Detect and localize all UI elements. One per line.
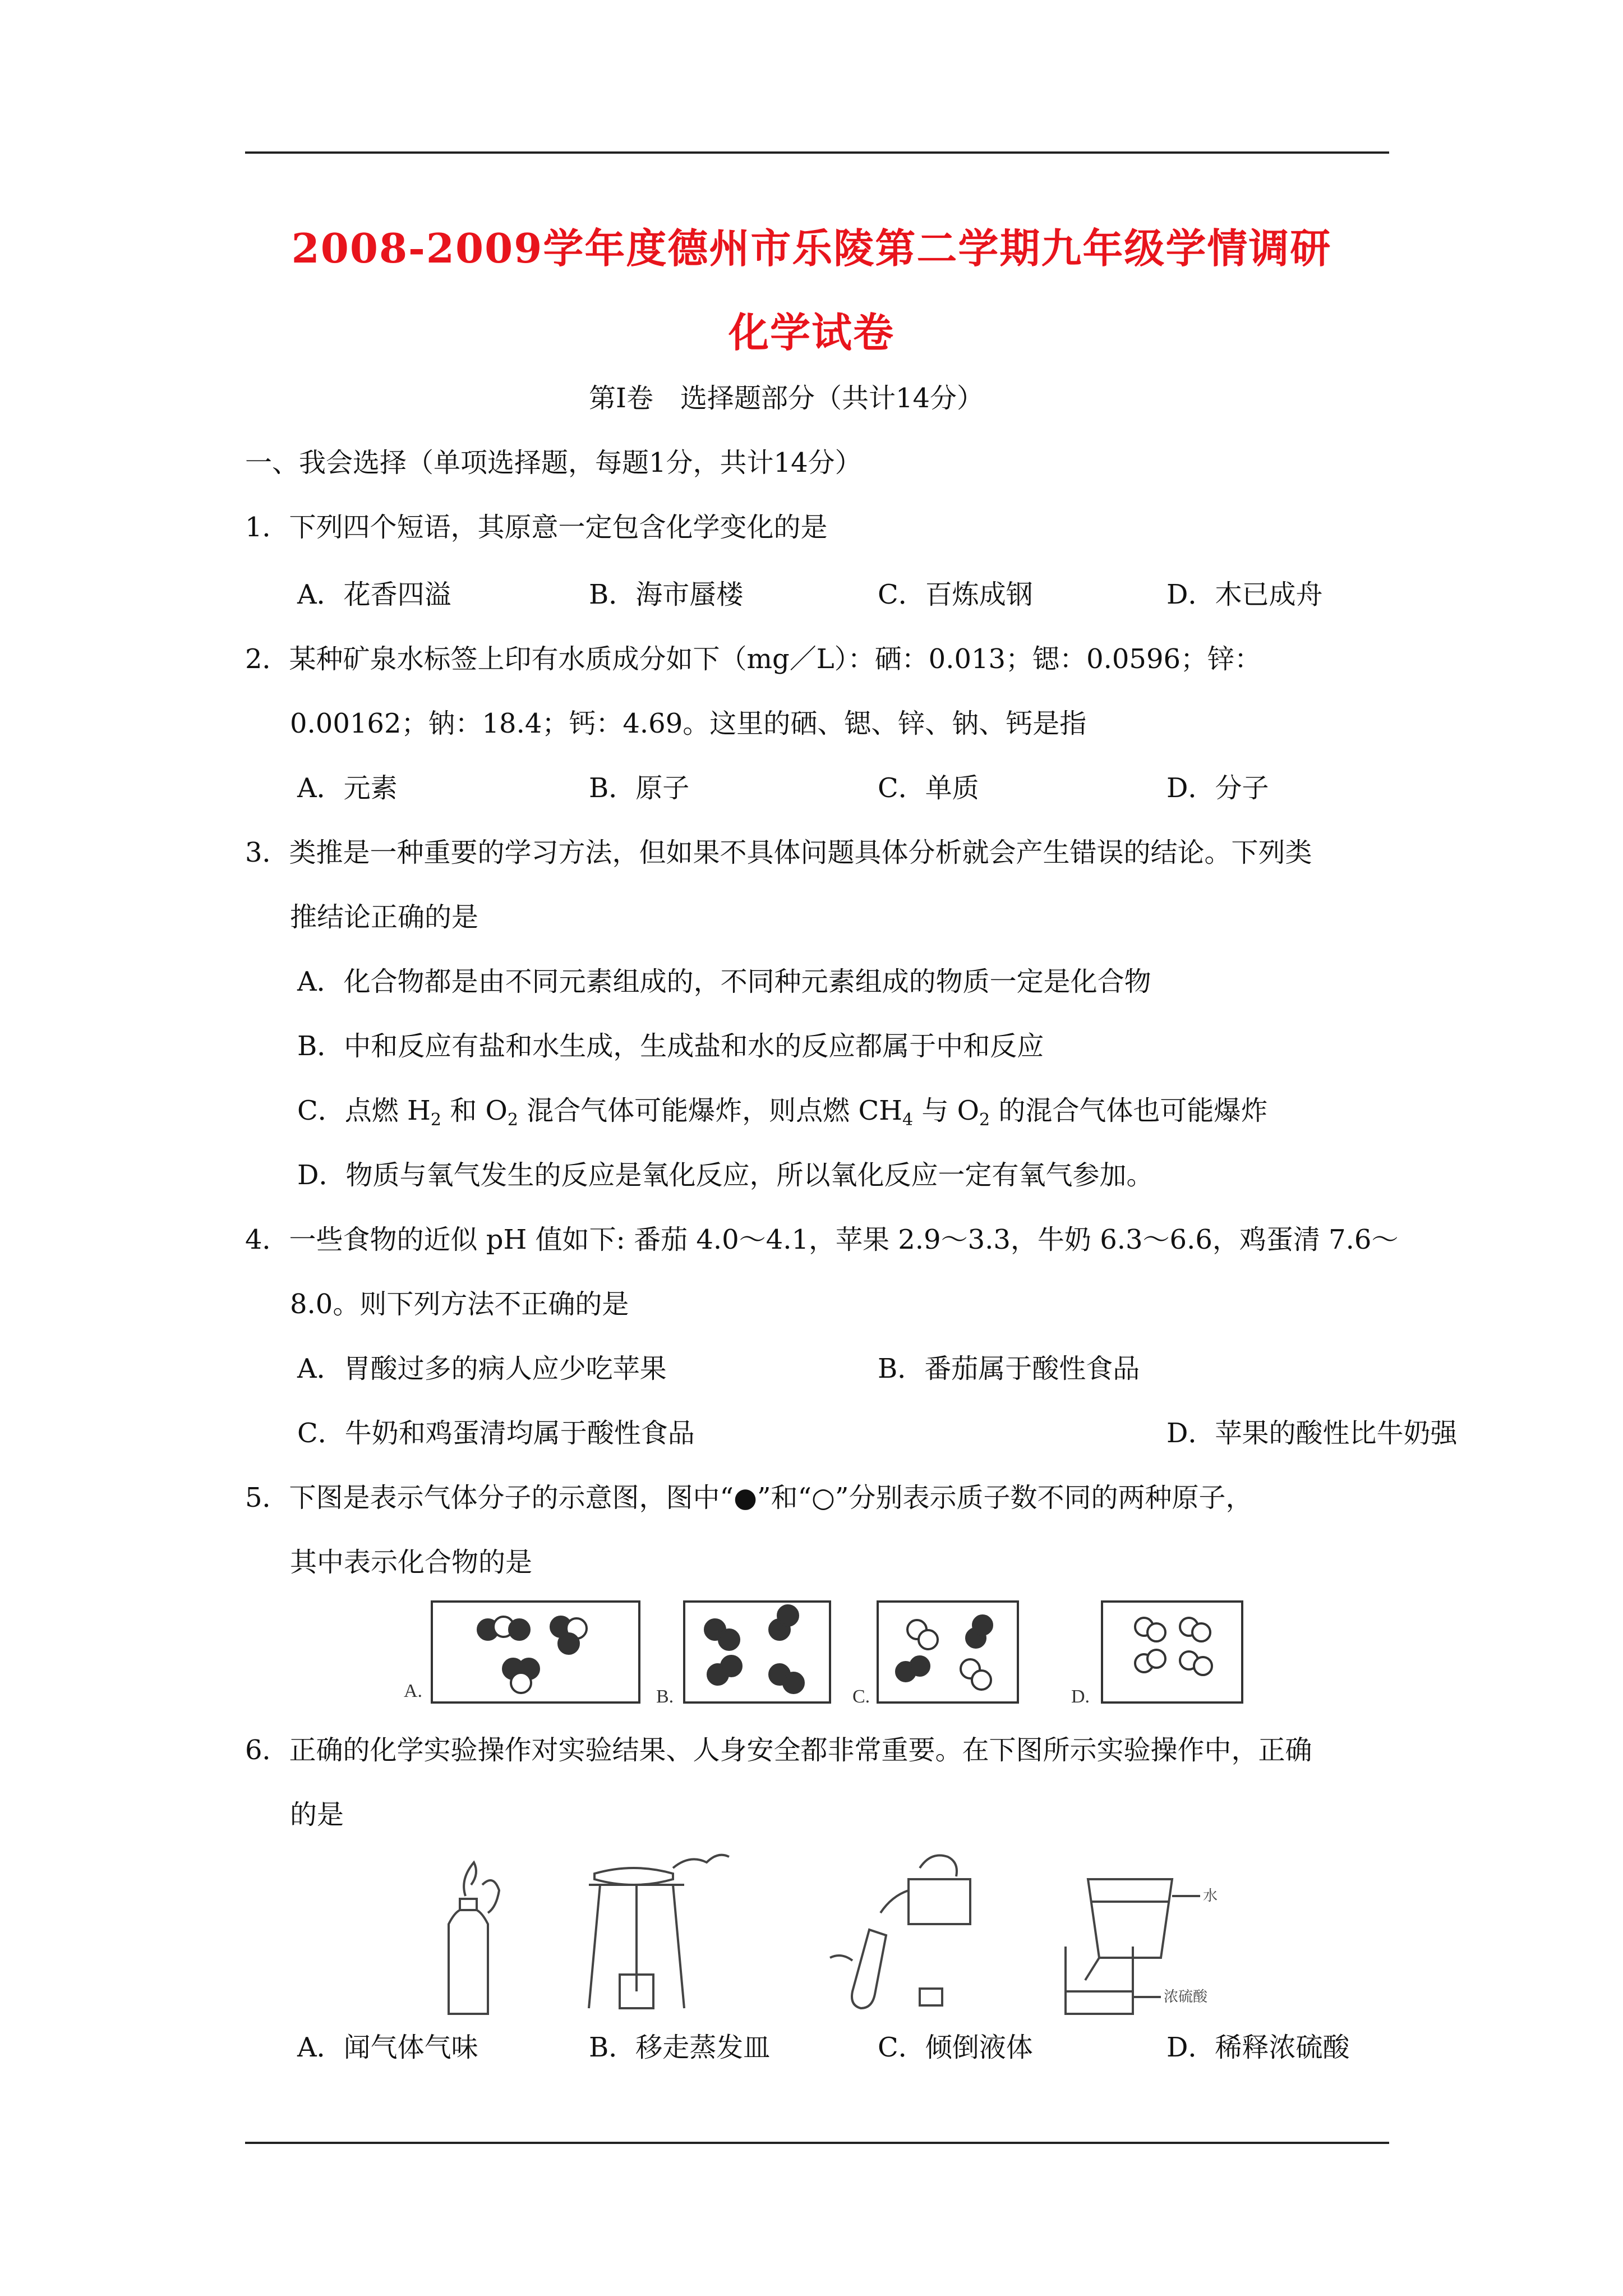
molecule-label-c: C.: [852, 1686, 870, 1707]
question-4-stem-line-1: 4．一些食物的近似 pH 值如下: 番茄 4.0～4.1，苹果 2.9～3.3，牛奶 6.3～6.6，鸡蛋清 7.6～: [245, 1224, 1399, 1255]
lab-operations-diagram: [426, 1846, 1279, 2025]
question-6-option-c: C．倾倒液体: [878, 2032, 1033, 2063]
question-4-option-d: D．苹果的酸性比牛奶强: [1166, 1418, 1458, 1449]
question-3-stem-line-1: 3．类推是一种重要的学习方法，但如果不具体问题具体分析就会产生错误的结论。下列类: [245, 837, 1312, 868]
question-2-stem-line-1: 2．某种矿泉水标签上印有水质成分如下（mg／L）：硒：0.013；锶：0.0596；锌：: [245, 643, 1262, 675]
question-2-option-b: B．原子: [589, 772, 690, 804]
question-3-option-d: D．物质与氧气发生的反应是氧化反应，所以氧化反应一定有氧气参加。: [297, 1159, 1154, 1191]
page-subtitle: 化学试卷: [728, 309, 895, 356]
question-4-stem-line-2: 8.0。则下列方法不正确的是: [290, 1289, 629, 1320]
question-6-stem-line-1: 6．正确的化学实验操作对实验结果、人身安全都非常重要。在下图所示实验操作中，正确: [245, 1734, 1312, 1766]
question-4-option-a: A．胃酸过多的病人应少吃苹果: [297, 1353, 667, 1384]
question-2-stem-line-2: 0.00162；钠：18.4；钙：4.69。这里的硒、锶、锌、钠、钙是指: [290, 708, 1087, 739]
question-5-stem-line-2: 其中表示化合物的是: [290, 1547, 533, 1578]
molecule-label-a: A.: [404, 1681, 423, 1701]
question-3-option-c: C．点燃 $H_2$ 和 $O_2$ 混合气体可能爆炸，则点燃 $CH_4$ 与 $O_2$ 的混合气体也可能爆炸: [297, 1095, 1268, 1130]
bottom-rule: [245, 2142, 1389, 2144]
question-3-stem-line-2: 推结论正确的是: [290, 901, 479, 933]
question-2-option-d: D．分子: [1166, 772, 1269, 804]
question-4-option-c: C．牛奶和鸡蛋清均属于酸性食品: [297, 1418, 695, 1449]
page-title: 2008-2009学年度德州市乐陵第二学期九年级学情调研: [291, 224, 1332, 272]
question-1-option-b: B．海市蜃楼: [589, 579, 744, 610]
question-4-option-b: B．番茄属于酸性食品: [878, 1353, 1140, 1384]
section-title: 第Ⅰ卷 选择题部分（共计14分）: [589, 383, 984, 414]
molecule-label-b: B.: [656, 1686, 674, 1707]
question-6-option-a: A．闻气体气味: [297, 2032, 478, 2063]
label-water: 水: [1203, 1888, 1218, 1904]
question-5-stem-line-1: 5．下图是表示气体分子的示意图，图中“●”和“○”分别表示质子数不同的两种原子，: [245, 1482, 1253, 1513]
question-2-option-a: A．元素: [297, 772, 398, 804]
molecule-diagram: [393, 1596, 1492, 1708]
question-1-option-c: C．百炼成钢: [878, 579, 1033, 610]
molecule-label-d: D.: [1071, 1686, 1090, 1707]
question-2-option-c: C．单质: [878, 772, 979, 804]
question-3-option-b: B．中和反应有盐和水生成，生成盐和水的反应都属于中和反应: [297, 1030, 1044, 1062]
question-1-option-a: A．花香四溢: [297, 579, 451, 610]
question-1-stem: 1．下列四个短语，其原意一定包含化学变化的是: [245, 512, 828, 543]
top-rule: [245, 151, 1389, 154]
question-6-stem-line-2: 的是: [290, 1799, 344, 1830]
question-1-option-d: D．木已成舟: [1166, 579, 1323, 610]
question-3-option-a: A．化合物都是由不同元素组成的，不同种元素组成的物质一定是化合物: [297, 966, 1151, 997]
label-conc-sulfuric-acid: 浓硫酸: [1164, 1989, 1208, 2005]
question-6-option-b: B．移走蒸发皿: [589, 2032, 771, 2063]
question-6-option-d: D．稀释浓硫酸: [1166, 2032, 1350, 2063]
part-heading: 一、我会选择（单项选择题，每题1分，共计14分）: [245, 447, 862, 478]
